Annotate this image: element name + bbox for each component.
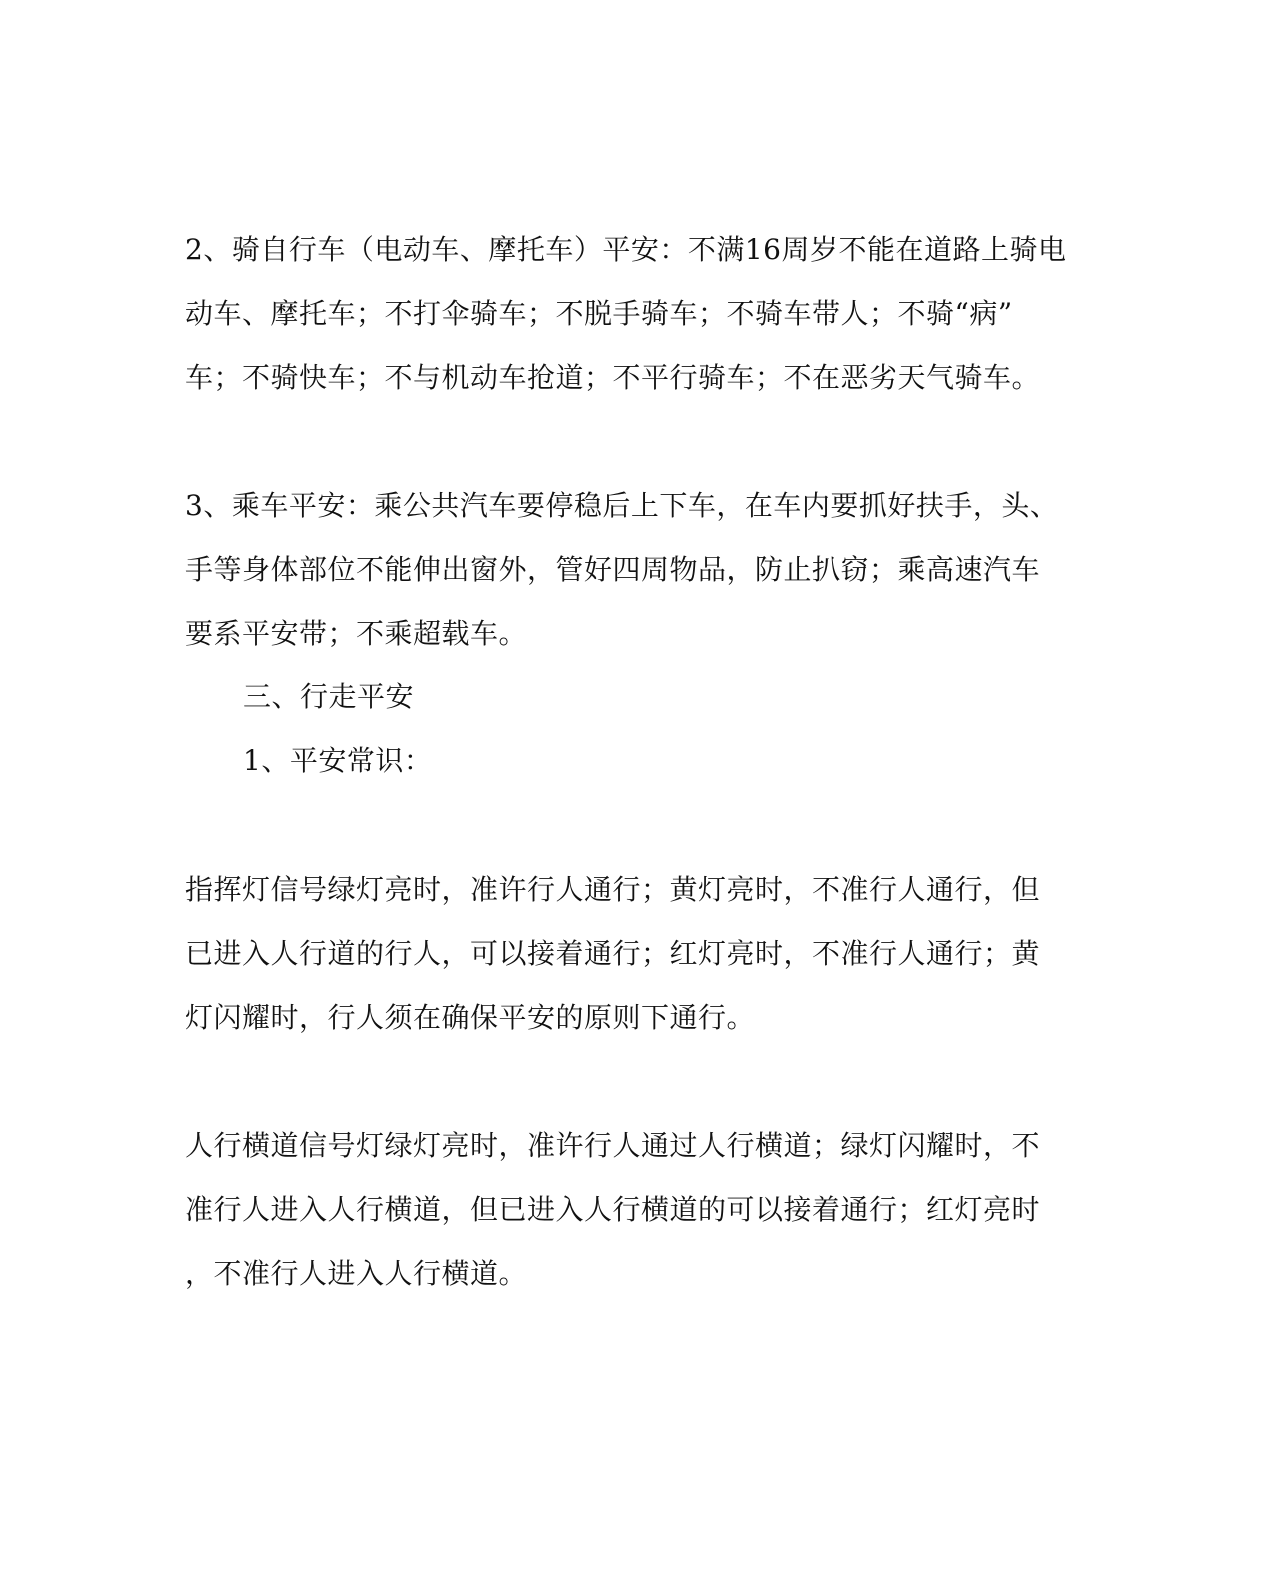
signal-lights-line-2: 已进入人行道的行人，可以接着通行；红灯亮时，不准行人通行；黄: [185, 937, 1041, 970]
signal-lights-line-1: 指挥灯信号绿灯亮时，准许行人通行；黄灯亮时，不准行人通行，但: [185, 873, 1041, 906]
crosswalk-lights-line-2: 准行人进入人行横道，但已进入人行横道的可以接着通行；红灯亮时: [185, 1193, 1041, 1226]
subheading-common-sense: 1、平安常识：: [243, 744, 433, 777]
signal-lights-line-3: 灯闪耀时，行人须在确保平安的原则下通行。: [185, 1001, 756, 1034]
bike-safety-line-1: 2、骑自行车（电动车、摩托车）平安：不满16周岁不能在道路上骑电: [185, 233, 1067, 266]
section-heading-walking-safety: 三、行走平安: [243, 680, 415, 713]
bike-safety-line-2: 动车、摩托车；不打伞骑车；不脱手骑车；不骑车带人；不骑“病”: [185, 297, 1013, 330]
crosswalk-lights-line-1: 人行横道信号灯绿灯亮时，准许行人通过人行横道；绿灯闪耀时，不: [185, 1129, 1041, 1162]
crosswalk-lights-line-3: ，不准行人进入人行横道。: [185, 1257, 528, 1290]
ride-safety-line-3: 要系平安带；不乘超载车。: [185, 617, 528, 650]
ride-safety-line-2: 手等身体部位不能伸出窗外，管好四周物品，防止扒窃；乘高速汽车: [185, 553, 1041, 586]
ride-safety-line-1: 3、乘车平安：乘公共汽车要停稳后上下车，在车内要抓好扶手，头、: [185, 489, 1059, 522]
bike-safety-line-3: 车；不骑快车；不与机动车抢道；不平行骑车；不在恶劣天气骑车。: [185, 361, 1041, 394]
